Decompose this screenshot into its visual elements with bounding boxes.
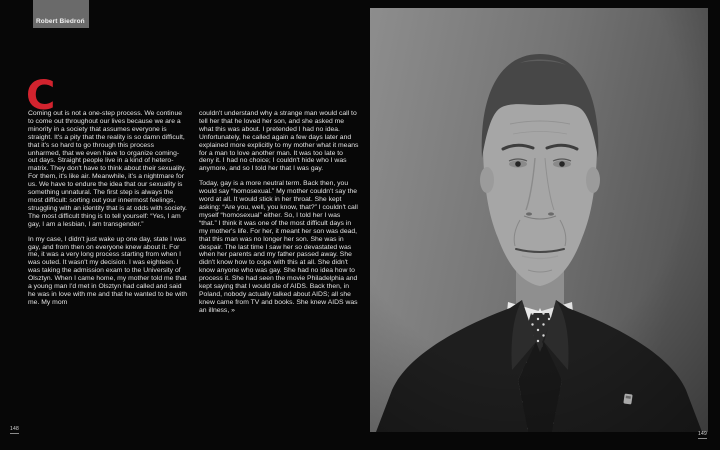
page-number-right: 149 [698, 431, 707, 437]
paragraph: couldn't understand why a strange man would call to tell her that he loved her son, and she asked me what this was about. I pretended I had no idea. Unfortunately, he called again a few days later and explained more explicitly to my mother what it means for a man to love another man. It was too late to deny it. I had no choice; I couldn't hide who I was anymore, and so I told her that I was gay. [199, 110, 359, 173]
paragraph: In my case, I didn't just wake up one day, state I was gay, and from then on everyone knew about it. For me, it was a very long process starting from when I was outed. It wasn't my decision. I was eighteen. I was taking the admission exam to the University of Olsztyn. When I came home, my mother told me that a young man I'd met in Olsztyn had called and said he was in love with me and that he wanted to be with me. My mom [28, 235, 188, 306]
page-number-rule [10, 433, 19, 434]
author-label [33, 0, 89, 28]
author-label-text: Robert Biedroń [36, 18, 85, 25]
paragraph: Today, gay is a more neutral term. Back then, you would say “homosexual.” My mother couldn't say the word at all. It would stick in her throat. She kept asking: “Are you, well, you know, that?” I couldn't call myself “homosexual” either. So, I told her I was “that.” I think it was one of the most difficult days in my mother's life. For her, it meant her son was dead, that this man was no longer her son. She was in despair. The last time I saw her so devastated was when her parents and my father passed away. She didn't know how to cope with this at all. She didn't know anyone who was gay. She had no idea how to process it. She had seen the movie Philadelphia and kept saying that I would die of AIDS. Back then, in Poland, nobody actually talked about AIDS; all she knew came from TV and books. She knew AIDS was an illness, » [199, 180, 358, 314]
portrait-photo [370, 8, 708, 432]
paragraph: Coming out is not a one-step process. We continue to come out throughout our lives because we are a minority in a society that assumes everyone is straight. It's a pity that the reality is so damn difficult, that it's so hard to go through this process unharmed, that we even have to organize coming-out days. Straight people live in a kind of hetero-matrix. They don't have to think about their sexuality. For them, it's like air. Meanwhile, it's a nightmare for us. We have to endure the idea that our sexuality is something unnatural. The first step is always the most difficult: sorting out your innermost feelings, struggling with an identity that is at odds with society. The most difficult thing is to tell yourself: “Yes, I am gay, I am a lesbian, I am transgender.” [28, 110, 187, 228]
text-column-left [28, 110, 188, 314]
page-number-rule [698, 438, 707, 439]
drop-cap-letter: C [26, 73, 56, 119]
page-number-left: 148 [10, 426, 19, 432]
text-column-right [199, 110, 359, 322]
portrait-illustration [370, 8, 708, 432]
